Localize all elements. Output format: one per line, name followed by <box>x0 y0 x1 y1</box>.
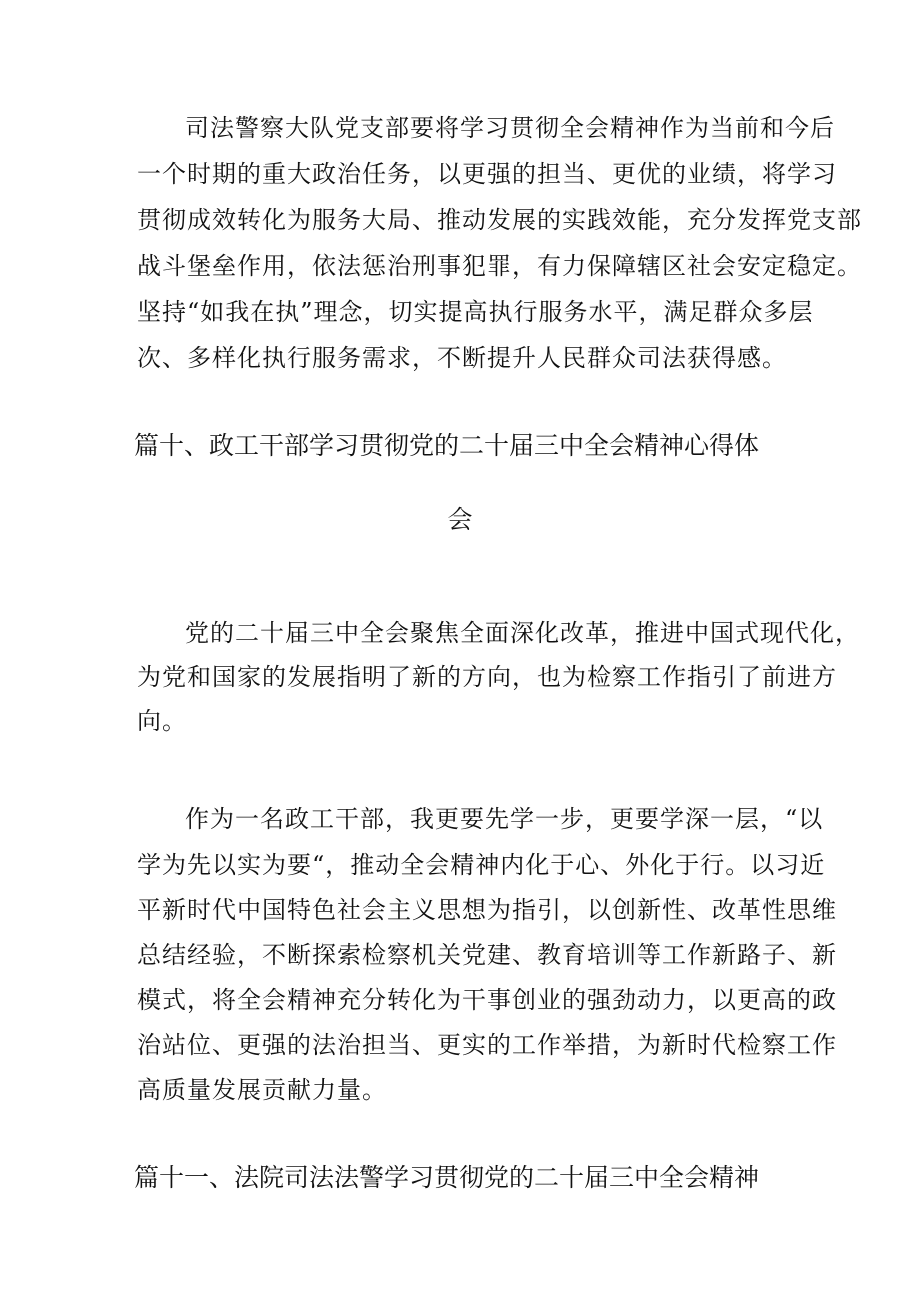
paragraph-3-line-5: 模式，将全会精神充分转化为干事创业的强劲动力，以更高的政 <box>137 986 837 1014</box>
paragraph-3-line-3: 平新时代中国特色社会主义思想为指引，以创新性、改革性思维 <box>137 896 837 924</box>
section-heading-10-continuation: 会 <box>447 505 473 534</box>
paragraph-1-line-4: 战斗堡垒作用，依法惩治刑事犯罪，有力保障辖区社会安定稳定。 <box>137 252 862 280</box>
paragraph-3-line-4: 总结经验，不断探索检察机关党建、教育培训等工作新路子、新 <box>137 941 837 969</box>
paragraph-3-line-7: 高质量发展贡献力量。 <box>137 1076 387 1104</box>
section-heading-11: 篇十一、法院司法法警学习贯彻党的二十届三中全会精神 <box>134 1163 760 1192</box>
paragraph-3-line-1: 作为一名政工干部，我更要先学一步，更要学深一层，“以 <box>185 805 824 833</box>
paragraph-1-line-2: 一个时期的重大政治任务，以更强的担当、更优的业绩，将学习 <box>137 160 837 188</box>
paragraph-1-line-3: 贯彻成效转化为服务大局、推动发展的实践效能，充分发挥党支部 <box>137 206 862 234</box>
paragraph-2-line-1: 党的二十届三中全会聚焦全面深化改革，推进中国式现代化， <box>185 619 860 647</box>
paragraph-3-line-2: 学为先以实为要“，推动全会精神内化于心、外化于行。以习近 <box>137 851 826 879</box>
paragraph-3-line-6: 治站位、更强的法治担当、更实的工作举措，为新时代检察工作 <box>137 1031 837 1059</box>
paragraph-2-line-3: 向。 <box>137 707 187 735</box>
section-heading-10: 篇十、政工干部学习贯彻党的二十届三中全会精神心得体 <box>134 431 760 460</box>
paragraph-1-line-5: 坚持“如我在执”理念，切实提高执行服务水平，满足群众多层 <box>137 298 814 326</box>
paragraph-1-line-1: 司法警察大队党支部要将学习贯彻全会精神作为当前和今后 <box>185 114 835 142</box>
paragraph-2-line-2: 为党和国家的发展指明了新的方向，也为检察工作指引了前进方 <box>137 663 837 691</box>
paragraph-1-line-6: 次、多样化执行服务需求，不断提升人民群众司法获得感。 <box>137 344 787 372</box>
